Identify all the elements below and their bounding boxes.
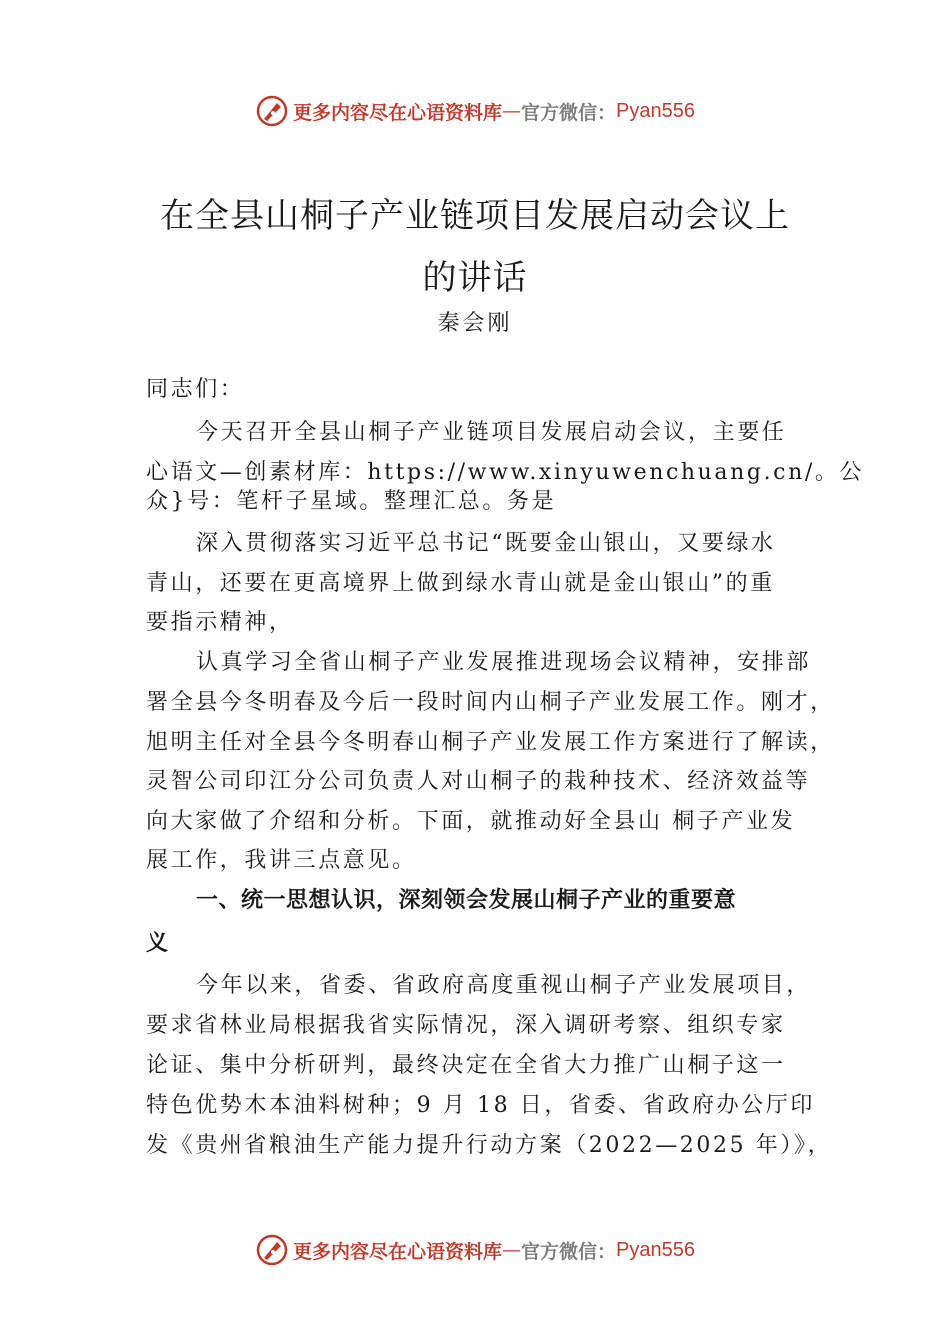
- paragraph-line: 展工作，我讲三点意见。: [146, 848, 417, 873]
- paragraph-line: 今年以来，省委、省政府高度重视山桐子产业发展项目，: [196, 973, 812, 998]
- paragraph-line: 向大家做了介绍和分析。下面，就推动好全县山 桐子产业发: [146, 809, 796, 834]
- banner-sub-text: 官方微信：: [521, 101, 617, 124]
- paragraph-line: 要指示精神，: [146, 610, 294, 635]
- document-title-line-2: 的讲话: [422, 258, 528, 298]
- paragraph-line: 旭明主任对全县今冬明春山桐子产业发展工作方案进行了解读，: [146, 730, 835, 755]
- banner-main-text: 更多内容尽在心语资料库: [293, 101, 503, 124]
- paragraph-line: 要求省林业局根据我省实际情况，深入调研考察、组织专家: [146, 1013, 786, 1038]
- pen-nib-logo-icon: [255, 94, 289, 128]
- banner-sub-text: 官方微信：: [521, 1240, 617, 1263]
- section-heading-1: 一、统一思想认识，深刻领会发展山桐子产业的重要意: [196, 888, 737, 913]
- paragraph-line: 特色优势木本油料树种；9 月 18 日，省委、省政府办公厅印: [146, 1093, 815, 1118]
- paragraph-line: 灵智公司印江分公司负责人对山桐子的栽种技术、经济效益等: [146, 769, 811, 794]
- paragraph-line: 论证、集中分析研判，最终决定在全省大力推广山桐子这一: [146, 1053, 786, 1078]
- paragraph-line: 心语文—创素材库：https://www.xinyuwenchuang.cn/。公: [146, 460, 865, 485]
- greeting: 同志们：: [146, 377, 245, 402]
- banner-main-text: 更多内容尽在心语资料库: [293, 1240, 503, 1263]
- paragraph-line: 发《贵州省粮油生产能力提升行动方案（2022—2025 年）》，: [146, 1133, 833, 1158]
- pen-nib-logo-icon: [255, 1233, 289, 1267]
- banner-wechat-id: Pyan556: [616, 1238, 695, 1261]
- header-banner: [0, 94, 950, 128]
- paragraph-line: 青山，还要在更高境界上做到绿水青山就是金山银山”的重: [146, 571, 775, 596]
- section-heading-1-cont: 义: [146, 931, 169, 956]
- paragraph-line: 署全县今冬明春及今后一段时间内山桐子产业发展工作。刚才，: [146, 690, 835, 715]
- paragraph-line: 深入贯彻落实习近平总书记“既要金山银山，又要绿水: [196, 531, 776, 556]
- paragraph-line: 今天召开全县山桐子产业链项目发展启动会议，主要任: [196, 420, 787, 445]
- document-title-line-1: 在全县山桐子产业链项目发展启动会议上: [160, 196, 790, 236]
- paragraph-line: 认真学习全省山桐子产业发展推进现场会议精神，安排部: [196, 650, 812, 675]
- footer-banner: [0, 1233, 950, 1267]
- banner-wechat-id: Pyan556: [616, 99, 695, 122]
- banner-dash: —: [502, 1239, 522, 1261]
- author-name: 秦会刚: [437, 311, 513, 336]
- banner-dash: —: [502, 100, 522, 122]
- paragraph-line: 众}号：笔杆子星域。整理汇总。务是: [146, 489, 557, 514]
